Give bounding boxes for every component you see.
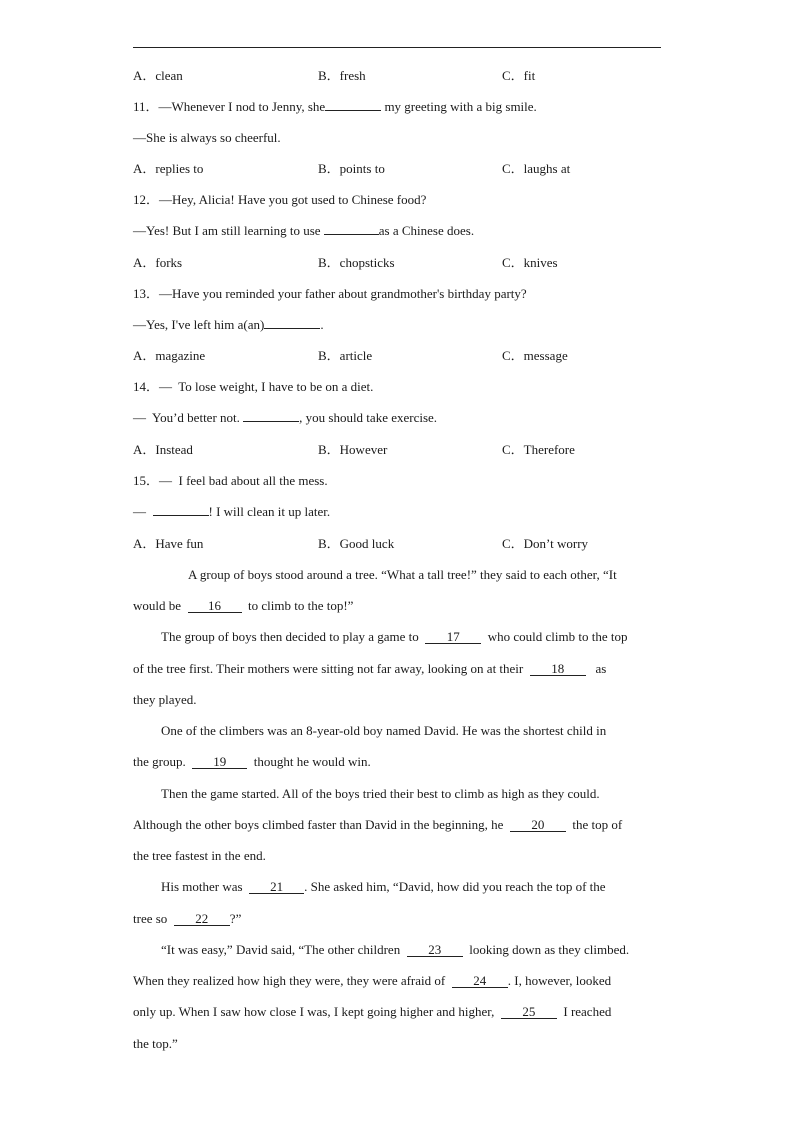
q14-option-a[interactable]: A．Instead (133, 442, 193, 457)
q14-response: — You’d better not. , you should take exercise. (133, 410, 438, 425)
q10-option-a[interactable]: A．clean (133, 68, 183, 83)
passage-line: they played. (133, 692, 197, 707)
passage-line: The group of boys then decided to play a game to 17 who could climb to the top (161, 629, 628, 644)
q12-option-c[interactable]: C．knives (502, 255, 558, 270)
q15-blank[interactable] (153, 515, 209, 516)
q10-option-c[interactable]: C．fit (502, 68, 536, 83)
q12-blank[interactable] (324, 234, 379, 235)
q11-blank[interactable] (325, 110, 381, 111)
q11-option-a[interactable]: A．replies to (133, 161, 204, 176)
passage-line: the top.” (133, 1036, 178, 1051)
q12-prompt: 12．—Hey, Alicia! Have you got used to Chinese food? (133, 192, 427, 207)
q14-option-b[interactable]: B．However (318, 442, 388, 457)
cloze-blank-16[interactable]: 16 (188, 599, 242, 613)
passage-line: Although the other boys climbed faster than David in the beginning, he 20 the top of (133, 817, 623, 832)
passage-line: of the tree first. Their mothers were sitting not far away, looking on at their 18 as (133, 661, 607, 676)
passage-line: One of the climbers was an 8-year-old boy named David. He was the shortest child in (161, 723, 607, 738)
q12-response: —Yes! But I am still learning to use as a Chinese does. (133, 223, 475, 238)
q15-option-b[interactable]: B．Good luck (318, 536, 395, 551)
q11-response: —She is always so cheerful. (133, 130, 281, 145)
q14-option-c[interactable]: C．Therefore (502, 442, 575, 457)
cloze-blank-19[interactable]: 19 (192, 755, 247, 769)
cloze-blank-22[interactable]: 22 (174, 912, 230, 926)
q15-prompt: 15．— I feel bad about all the mess. (133, 473, 328, 488)
cloze-blank-18[interactable]: 18 (530, 662, 586, 676)
q11-option-b[interactable]: B．points to (318, 161, 385, 176)
passage-line: “It was easy,” David said, “The other children 23 looking down as they climbed. (161, 942, 630, 957)
passage-line: A group of boys stood around a tree. “What a tall tree!” they said to each other, “It (188, 567, 617, 582)
passage-line: only up. When I saw how close I was, I kept going higher and higher, 25 I reached (133, 1004, 612, 1019)
cloze-blank-21[interactable]: 21 (249, 880, 304, 894)
q11-prompt: 11．—Whenever I nod to Jenny, she my greeting with a big smile. (133, 99, 537, 114)
q14-prompt: 14．— To lose weight, I have to be on a diet. (133, 379, 374, 394)
q13-prompt: 13．—Have you reminded your father about grandmother's birthday party? (133, 286, 527, 301)
q14-blank[interactable] (243, 421, 299, 422)
passage-line: tree so 22 ?” (133, 911, 242, 926)
q12-option-a[interactable]: A．forks (133, 255, 183, 270)
header-rule (133, 47, 661, 48)
passage-line: Then the game started. All of the boys tried their best to climb as high as they could. (161, 786, 600, 801)
q12-option-b[interactable]: B．chopsticks (318, 255, 395, 270)
q10-option-b[interactable]: B．fresh (318, 68, 366, 83)
cloze-blank-25[interactable]: 25 (501, 1005, 557, 1019)
q13-option-b[interactable]: B．article (318, 348, 373, 363)
q15-response: — ! I will clean it up later. (133, 504, 331, 519)
q13-option-a[interactable]: A．magazine (133, 348, 206, 363)
q13-blank[interactable] (264, 328, 320, 329)
q11-option-c[interactable]: C．laughs at (502, 161, 571, 176)
cloze-blank-17[interactable]: 17 (425, 630, 481, 644)
cloze-blank-24[interactable]: 24 (452, 974, 508, 988)
passage-line: would be 16 to climb to the top!” (133, 598, 354, 613)
q15-option-a[interactable]: A．Have fun (133, 536, 204, 551)
cloze-blank-23[interactable]: 23 (407, 943, 463, 957)
passage-line: His mother was 21 . She asked him, “David, how did you reach the top of the (161, 879, 606, 894)
passage-line: When they realized how high they were, they were afraid of 24 . I, however, looked (133, 973, 612, 988)
q15-option-c[interactable]: C．Don’t worry (502, 536, 589, 551)
cloze-blank-20[interactable]: 20 (510, 818, 566, 832)
q13-response: —Yes, I've left him a(an) . (133, 317, 324, 332)
q13-option-c[interactable]: C．message (502, 348, 568, 363)
passage-line: the group. 19 thought he would win. (133, 754, 371, 769)
passage-line: the tree fastest in the end. (133, 848, 266, 863)
